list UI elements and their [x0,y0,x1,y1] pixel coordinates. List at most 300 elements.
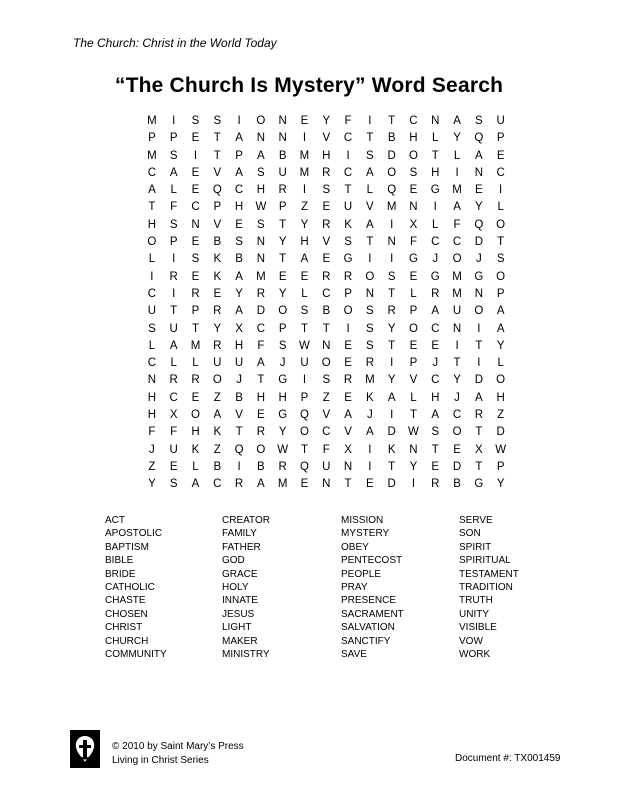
grid-letter: C [431,236,440,249]
grid-letter: M [452,184,462,197]
grid-letter: H [409,132,418,145]
grid-letter: S [366,322,374,335]
grid-letter: N [452,322,462,335]
grid-letter: I [172,115,176,127]
grid-letter: I [499,184,503,197]
series-text: Living in Christ Series [112,755,209,766]
grid-letter: T [388,287,396,300]
grid-letter: U [322,460,331,473]
grid-letter: O [278,305,288,318]
grid-letter: B [213,236,222,249]
grid-letter: O [496,218,506,231]
word-list [105,514,569,661]
grid-letter: C [147,166,157,179]
grid-letter: E [453,443,461,456]
grid-letter: A [257,478,265,491]
grid-letter: I [237,460,241,473]
grid-letter: I [193,149,198,162]
grid-letter: K [191,443,200,456]
grid-letter: M [299,149,310,162]
grid-letter: S [191,253,200,266]
grid-letter: N [322,478,331,491]
grid-letter: I [172,287,176,300]
grid-letter: R [191,374,200,387]
grid-letter: U [343,201,353,214]
grid-letter: T [409,409,417,422]
grid-letter: I [346,322,350,335]
grid-letter: L [170,357,177,370]
grid-letter: I [368,253,372,266]
grid-letter: A [235,132,243,145]
grid-letter: B [235,391,243,404]
word-list-item: PRAY [341,581,368,593]
word-list-item: GRACE [222,568,258,580]
grid-letter: I [346,149,350,162]
grid-letter: E [300,478,309,491]
grid-letter: H [322,149,331,162]
grid-letter: Q [474,218,484,231]
grid-letter: T [431,149,439,162]
grid-letter: W [495,443,507,456]
grid-letter: Y [453,374,461,387]
grid-letter: V [322,236,331,249]
grid-letter: G [343,253,353,266]
grid-letter: C [322,287,331,300]
grid-letter: C [431,322,440,335]
grid-letter: R [431,287,440,300]
word-list-item: MISSION [341,515,384,526]
grid-letter: I [433,201,437,214]
grid-letter: L [192,460,199,473]
grid-letter: C [213,478,222,491]
grid-letter: O [496,270,506,283]
grid-letter: S [431,426,440,439]
grid-letter: C [322,426,331,439]
grid-letter: V [213,166,222,179]
word-list-item: SON [459,528,481,540]
grid-letter: R [387,305,396,318]
grid-letter: A [169,339,178,352]
grid-letter: B [387,132,396,145]
grid-letter: R [169,270,178,283]
grid-letter: R [256,287,266,300]
grid-letter: J [432,253,439,266]
grid-letter: T [213,132,221,145]
grid-letter: M [147,149,157,162]
grid-letter: F [257,339,265,352]
grid-letter: Z [497,409,505,422]
grid-letter: X [409,218,418,231]
grid-letter: L [410,391,417,404]
grid-letter: U [169,322,178,335]
grid-letter: S [300,305,309,318]
grid-letter: N [278,132,287,145]
grid-letter: G [430,270,440,283]
grid-letter: L [453,149,461,162]
word-list-item: INNATE [222,595,258,607]
grid-letter: E [278,270,287,283]
grid-letter: A [387,391,396,404]
document-number: Document #: TX001459 [455,753,561,764]
grid-letter: S [322,184,331,197]
grid-letter: R [213,305,222,318]
grid-letter: I [150,270,154,283]
grid-letter: U [147,305,157,318]
grid-letter: K [213,270,222,283]
grid-letter: T [344,184,352,197]
word-list-item: UNITY [459,608,489,620]
word-list-item: SAVE [341,648,367,660]
grid-letter: E [191,184,200,197]
grid-letter: V [344,426,352,439]
grid-letter: E [431,460,440,473]
grid-letter: I [368,460,372,473]
grid-letter: P [169,236,178,249]
grid-letter: N [278,115,287,127]
grid-letter: F [170,201,178,214]
grid-letter: H [256,184,266,197]
word-list-item: PRESENCE [341,595,397,607]
grid-letter: E [431,339,440,352]
grid-letter: M [365,374,375,387]
grid-letter: S [257,218,265,231]
grid-letter: T [300,443,308,456]
grid-letter: L [170,184,177,197]
word-list-item: APOSTOLIC [105,528,163,540]
grid-letter: N [256,132,266,145]
grid-letter: B [322,305,331,318]
grid-letter: V [322,132,331,145]
grid-letter: T [388,460,396,473]
grid-letter: G [474,270,484,283]
grid-letter: I [477,322,481,335]
grid-letter: I [368,115,372,127]
grid-letter: T [453,357,461,370]
grid-letter: N [365,287,375,300]
grid-letter: T [191,322,199,335]
grid-letter: S [366,149,374,162]
grid-letter: Y [322,115,331,127]
grid-letter: F [344,115,352,127]
grid-letter: N [474,166,483,179]
grid-letter: O [300,426,309,439]
grid-letter: E [344,391,352,404]
grid-letter: L [192,357,199,370]
grid-letter: I [237,115,241,127]
grid-letter: R [343,270,353,283]
grid-letter: E [257,409,265,422]
word-list-item: SANCTIFY [341,635,391,647]
grid-letter: T [475,339,483,352]
grid-letter: X [235,322,243,335]
grid-letter: S [278,339,287,352]
grid-letter: O [191,409,200,422]
grid-letter: I [455,339,459,352]
word-list-item: OBEY [341,541,369,553]
grid-letter: X [344,443,352,456]
word-list-item: SACRAMENT [341,608,404,620]
grid-letter: R [322,218,331,231]
grid-letter: O [343,305,353,318]
grid-letter: F [453,218,461,231]
grid-letter: V [213,218,222,231]
grid-letter: J [475,253,482,266]
grid-letter: U [452,305,462,318]
grid-letter: L [366,184,374,197]
grid-letter: S [366,339,374,352]
grid-letter: H [300,236,309,249]
word-list-item: CHRIST [105,622,143,634]
word-list-item: HOLY [222,581,249,593]
grid-letter: N [343,460,353,473]
grid-letter: M [452,287,462,300]
grid-letter: F [409,236,417,249]
word-list-item: GOD [222,555,245,567]
grid-letter: L [432,132,439,145]
grid-letter: Z [213,443,221,456]
grid-letter: A [475,149,483,162]
grid-letter: T [257,374,265,387]
grid-letter: C [343,166,353,179]
word-list-item: COMMUNITY [105,648,167,660]
word-search-grid [141,113,512,494]
grid-letter: Y [453,132,461,145]
grid-letter: N [256,236,266,249]
grid-letter: O [256,115,266,127]
grid-letter: S [322,374,331,387]
grid-letter: O [147,236,157,249]
word-list-item: JESUS [222,608,255,620]
grid-letter: O [256,443,266,456]
grid-letter: H [496,391,505,404]
grid-letter: P [235,149,243,162]
grid-letter: A [235,166,243,179]
grid-letter: V [409,374,418,387]
word-list-item: BRIDE [105,568,136,580]
grid-letter: E [300,270,309,283]
grid-letter: M [147,115,157,127]
grid-letter: T [431,443,439,456]
grid-letter: K [213,253,222,266]
grid-letter: D [256,305,266,318]
grid-letter: S [366,305,374,318]
grid-letter: S [235,236,243,249]
grid-letter: R [213,339,222,352]
grid-letter: T [322,322,330,335]
grid-letter: A [366,166,374,179]
grid-letter: R [343,374,353,387]
grid-letter: Y [387,374,396,387]
grid-letter: L [432,218,439,231]
grid-letter: O [365,270,375,283]
grid-letter: Y [496,339,505,352]
grid-letter: L [497,201,504,214]
grid-letter: Y [300,218,309,231]
grid-letter: Q [212,184,222,197]
grid-letter: I [302,184,307,197]
grid-letter: U [278,166,287,179]
grid-letter: J [432,357,439,370]
grid-letter: Z [322,391,330,404]
grid-letter: F [148,426,156,439]
grid-letter: Q [234,443,244,456]
grid-letter: S [169,218,178,231]
grid-letter: T [235,426,243,439]
grid-letter: P [496,132,505,145]
grid-letter: H [431,166,440,179]
grid-letter: J [366,409,373,422]
grid-letter: M [386,201,397,214]
word-list-item: BIBLE [105,555,134,567]
copyright-text: © 2010 by Saint Mary’s Press [112,741,244,752]
grid-letter: I [172,253,176,266]
grid-letter: U [169,443,178,456]
grid-letter: P [213,201,222,214]
grid-letter: Y [213,322,222,335]
grid-letter: C [431,374,440,387]
word-list-item: TESTAMENT [459,568,519,580]
grid-letter: R [278,184,287,197]
grid-letter: E [496,149,505,162]
grid-letter: A [453,201,461,214]
grid-letter: L [497,357,504,370]
grid-letter: P [278,201,287,214]
grid-letter: S [257,166,265,179]
grid-letter: P [496,460,505,473]
grid-letter: N [409,443,418,456]
word-list-item: CHOSEN [105,608,148,620]
word-list-item: LIGHT [222,622,252,634]
grid-letter: U [300,357,309,370]
grid-letter: Q [300,460,309,473]
grid-letter: T [475,426,483,439]
grid-letter: X [475,443,483,456]
word-list-item: WORK [459,648,491,660]
word-list-item: MINISTRY [222,648,270,660]
grid-letter: C [191,201,200,214]
grid-letter: A [496,305,505,318]
grid-letter: O [408,149,418,162]
grid-letter: Z [213,391,221,404]
word-list-item: MYSTERY [341,528,390,540]
grid-letter: E [475,184,483,197]
grid-letter: A [257,149,265,162]
grid-letter: E [191,166,200,179]
grid-letter: A [496,322,505,335]
word-list-item: TRUTH [459,595,493,607]
grid-letter: Y [496,478,505,491]
word-list-item: PEOPLE [341,568,382,580]
grid-letter: A [431,409,440,422]
word-list-item: VOW [459,635,483,647]
grid-letter: W [299,339,310,352]
grid-letter: Y [278,236,287,249]
grid-letter: S [169,478,178,491]
grid-letter: J [279,357,286,370]
grid-letter: O [496,374,506,387]
grid-letter: H [147,218,157,231]
grid-letter: S [148,322,156,335]
grid-letter: T [279,218,287,231]
grid-letter: E [322,201,331,214]
grid-letter: M [277,478,288,491]
grid-letter: Z [300,201,308,214]
grid-letter: R [365,357,375,370]
grid-letter: I [477,357,481,370]
grid-letter: I [390,409,394,422]
grid-letter: Y [148,478,156,491]
grid-letter: S [409,166,418,179]
grid-letter: Y [278,287,287,300]
grid-letter: A [453,115,461,127]
grid-letter: C [452,236,462,249]
word-list-item: MAKER [222,635,258,647]
grid-letter: S [169,149,178,162]
grid-letter: A [148,184,156,197]
grid-letter: F [170,426,178,439]
grid-letter: R [234,478,244,491]
grid-letter: R [278,460,287,473]
grid-letter: H [147,409,157,422]
grid-letter: S [191,115,200,127]
grid-letter: T [148,201,156,214]
grid-letter: C [256,322,266,335]
grid-letter: R [431,478,440,491]
grid-letter: E [191,236,200,249]
grid-letter: D [387,478,396,491]
grid-letter: L [410,287,417,300]
grid-letter: K [366,391,374,404]
word-list-item: SALVATION [341,622,395,634]
grid-letter: N [256,253,266,266]
grid-letter: D [387,149,396,162]
grid-letter: Z [148,460,156,473]
saint-marys-press-logo-icon [70,730,100,768]
grid-letter: A [366,218,374,231]
grid-letter: C [147,357,157,370]
grid-letter: E [409,184,418,197]
grid-letter: S [475,115,483,127]
grid-letter: Q [300,409,309,422]
word-list-item: VISIBLE [459,622,497,634]
grid-letter: A [431,305,440,318]
grid-letter: A [344,409,352,422]
grid-letter: E [169,460,178,473]
grid-letter: P [191,305,200,318]
grid-letter: N [191,218,200,231]
grid-letter: T [170,305,178,318]
grid-letter: E [191,132,200,145]
grid-letter: W [255,201,267,214]
grid-letter: E [409,270,418,283]
grid-letter: C [343,132,353,145]
grid-letter: M [190,339,201,352]
grid-letter: T [366,132,374,145]
grid-letter: W [277,443,289,456]
grid-letter: R [191,287,200,300]
grid-letter: I [390,253,394,266]
grid-letter: T [213,149,221,162]
grid-letter: T [344,478,352,491]
grid-letter: O [321,357,331,370]
grid-letter: S [344,236,352,249]
grid-letter: P [409,305,418,318]
grid-letter: A [300,253,309,266]
grid-letter: C [452,409,462,422]
grid-letter: O [212,374,222,387]
word-list-item: FAMILY [222,528,257,540]
grid-letter: A [366,426,374,439]
